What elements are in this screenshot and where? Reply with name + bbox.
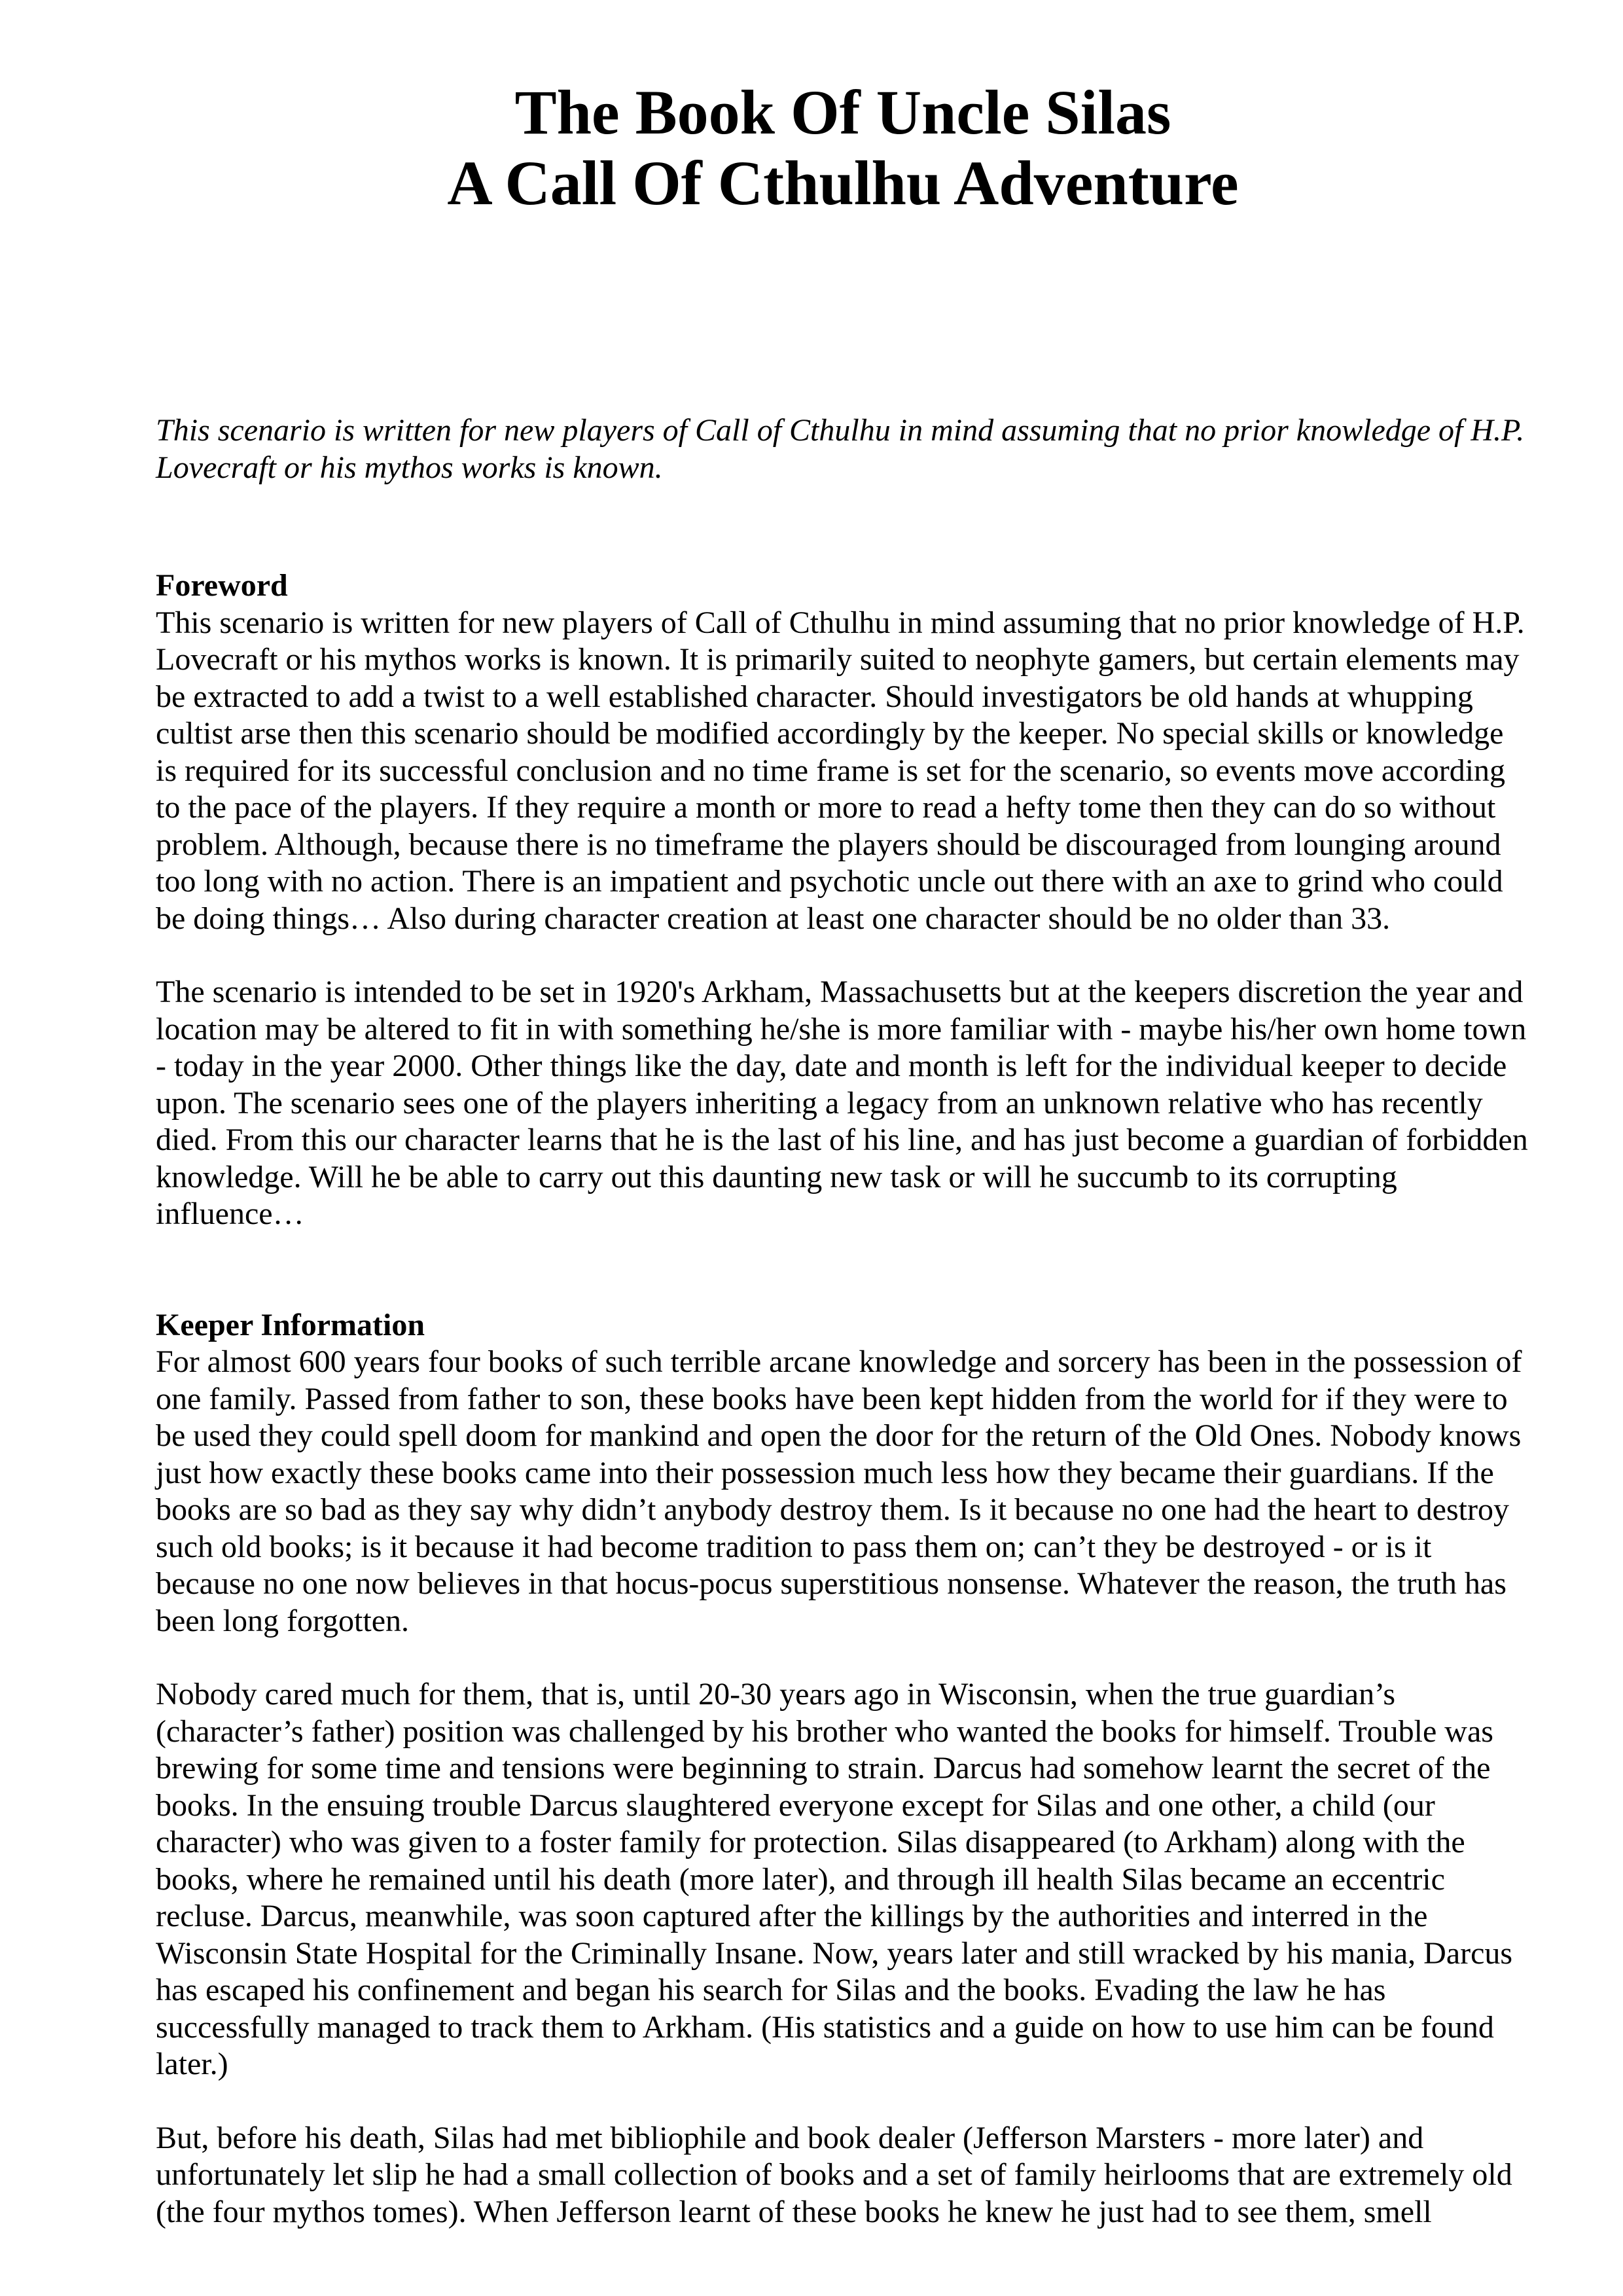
- title-line-1: The Book Of Uncle Silas: [514, 77, 1171, 147]
- keeper-paragraph-2: Nobody cared much for them, that is, until 20-30 years ago in Wisconsin, when the true guardian’s (character’s father) position was challenged by his brother who wanted the books for himself. Trouble was brewing for some time and tensions were beginning to strain. Darcus had somehow learnt the secret of the books. In the ensuing trouble Darcus slaughtered everyone except for Silas and one other, a child (our character) who was given to a foster family for protection. Silas disappeared (to Arkham) along with the books, where he remained until his death (more later), and through ill health Silas became an eccentric recluse. Darcus, meanwhile, was soon captured after the killings by the authorities and interred in the Wisconsin State Hospital for the Criminally Insane. Now, years later and still wracked by his mania, Darcus has escaped his confinement and began his search for Silas and the books. Evading the law he has successfully managed to track them to Arkham. (His statistics and a guide on how to use him can be found later.): [156, 1677, 1513, 2081]
- document-page: [156, 77, 1530, 2231]
- foreword-paragraph-2: The scenario is intended to be set in 1920's Arkham, Massachusetts but at the keepers discretion the year and location may be altered to fit in with something he/she is more familiar with - maybe his/her own home town - today in the year 2000. Other things like the day, date and month is left for the individual keeper to decide upon. The scenario sees one of the players inheriting a legacy from an unknown relative who has recently died. From this our character learns that he is the last of his line, and has just become a guardian of forbidden knowledge. Will he be able to carry out this daunting new task or will he succumb to its corrupting influence…: [156, 975, 1528, 1231]
- keeper-paragraph-3: But, before his death, Silas had met bibliophile and book dealer (Jefferson Marsters - more later) and unfortunately let slip he had a small collection of books and a set of family heirlooms that are extremely old (the four mythos tomes). When Jefferson learnt of these books he knew he just had to see them, smell: [156, 2120, 1512, 2229]
- foreword-heading: Foreword: [156, 568, 288, 603]
- intro-paragraph: This scenario is written for new players of Call of Cthulhu in mind assuming that no prior knowledge of H.P. Lovecraft or his mythos works is known.: [156, 413, 1525, 485]
- keeper-information-section: [156, 1307, 1530, 2231]
- document-title: [156, 77, 1530, 219]
- keeper-information-heading: Keeper Information: [156, 1307, 425, 1342]
- foreword-section: [156, 567, 1530, 1233]
- title-line-2: A Call Of Cthulhu Adventure: [447, 148, 1239, 218]
- keeper-paragraph-1: For almost 600 years four books of such terrible arcane knowledge and sorcery has been in the possession of one family. Passed from father to son, these books have been kept hidden from the world for if they were to be used they could spell doom for mankind and open the door for the return of the Old Ones. Nobody knows just how exactly these books came into their possession much less how they became their guardians. If the books are so bad as they say why didn’t anybody destroy them. Is it because no one had the heart to destroy such old books; is it because it had become tradition to pass them on; can’t they be destroyed - or is it because no one now believes in that hocus-pocus superstitious nonsense. Whatever the reason, the truth has been long forgotten.: [156, 1344, 1522, 1638]
- foreword-paragraph-1: This scenario is written for new players of Call of Cthulhu in mind assuming that no prior knowledge of H.P. Lovecraft or his mythos works is known. It is primarily suited to neophyte gamers, but certain elements may be extracted to add a twist to a well established character. Should investigators be old hands at whupping cultist arse then this scenario should be modified accordingly by the keeper. No special skills or knowledge is required for its successful conclusion and no time frame is set for the scenario, so events move according to the pace of the players. If they require a month or more to read a hefty tome then they can do so without problem. Although, because there is no timeframe the players should be discouraged from lounging around too long with no action. There is an impatient and psychotic uncle out there with an axe to grind who could be doing things… Also during character creation at least one character should be no older than 33.: [156, 605, 1525, 936]
